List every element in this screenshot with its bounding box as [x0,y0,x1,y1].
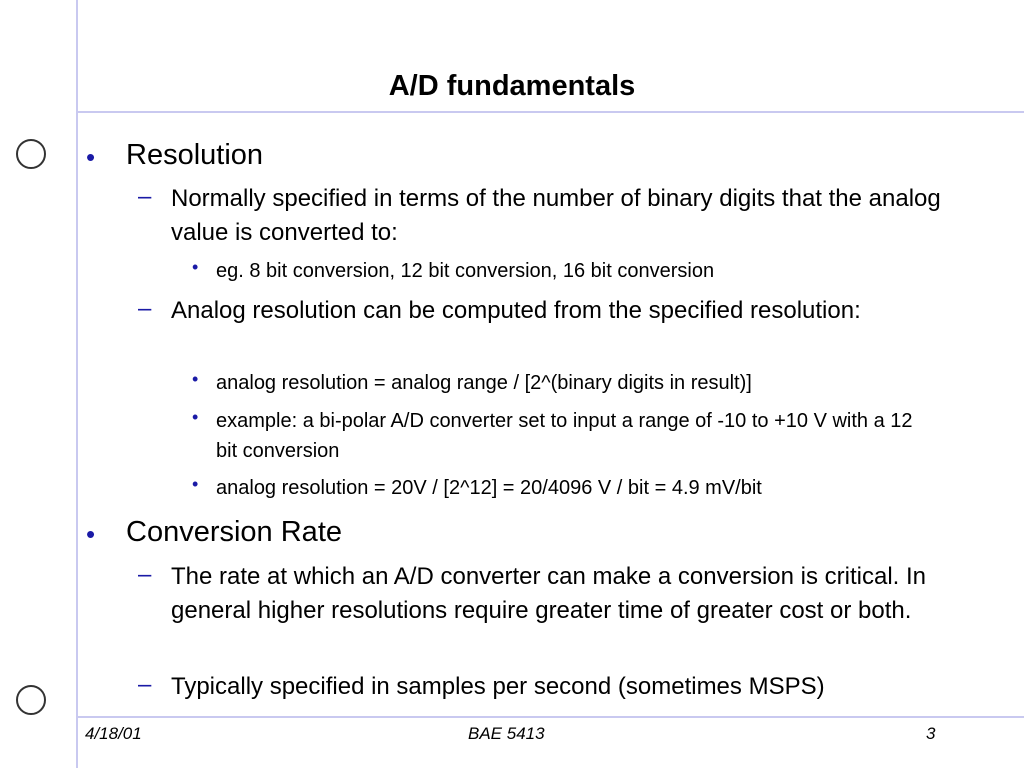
bullet-icon: • [192,474,199,494]
list-item: analog resolution = 20V / [2^12] = 20/4096 V / bit = 4.9 mV/bit [216,477,762,499]
bullet-icon: • [86,519,96,549]
dash-icon: – [138,671,152,698]
list-item: Normally specified in terms of the number of binary digits that the analog value is converted to: [171,185,941,246]
list-item: example: a bi-polar A/D converter set to input a range of -10 to +10 V with a 12 bit conversion [216,410,913,462]
bullet-icon: • [192,257,199,277]
dash-icon: – [138,183,152,210]
list-item: eg. 8 bit conversion, 12 bit conversion, 16 bit conversion [216,260,715,282]
bullet-icon: • [192,407,199,427]
bullet-icon: • [192,369,199,389]
footer-date: 4/18/01 [85,724,142,743]
list-item: Analog resolution can be computed from the specified resolution: [171,297,861,324]
section-heading-conversion-rate: Conversion Rate [126,516,342,548]
bullet-icon: • [86,142,96,172]
footer-page-number: 3 [926,724,936,743]
dash-icon: – [138,561,152,588]
section-heading-resolution: Resolution [126,139,264,171]
list-item: analog resolution = analog range / [2^(binary digits in result)] [216,372,752,394]
slide-title: A/D fundamentals [388,70,636,102]
list-item: Typically specified in samples per second (sometimes MSPS) [171,673,825,700]
footer-course: BAE 5413 [468,724,545,743]
dash-icon: – [138,295,152,322]
list-item: The rate at which an A/D converter can make a conversion is critical. In general higher resolutions require greater time of greater cost or both. [171,563,927,624]
